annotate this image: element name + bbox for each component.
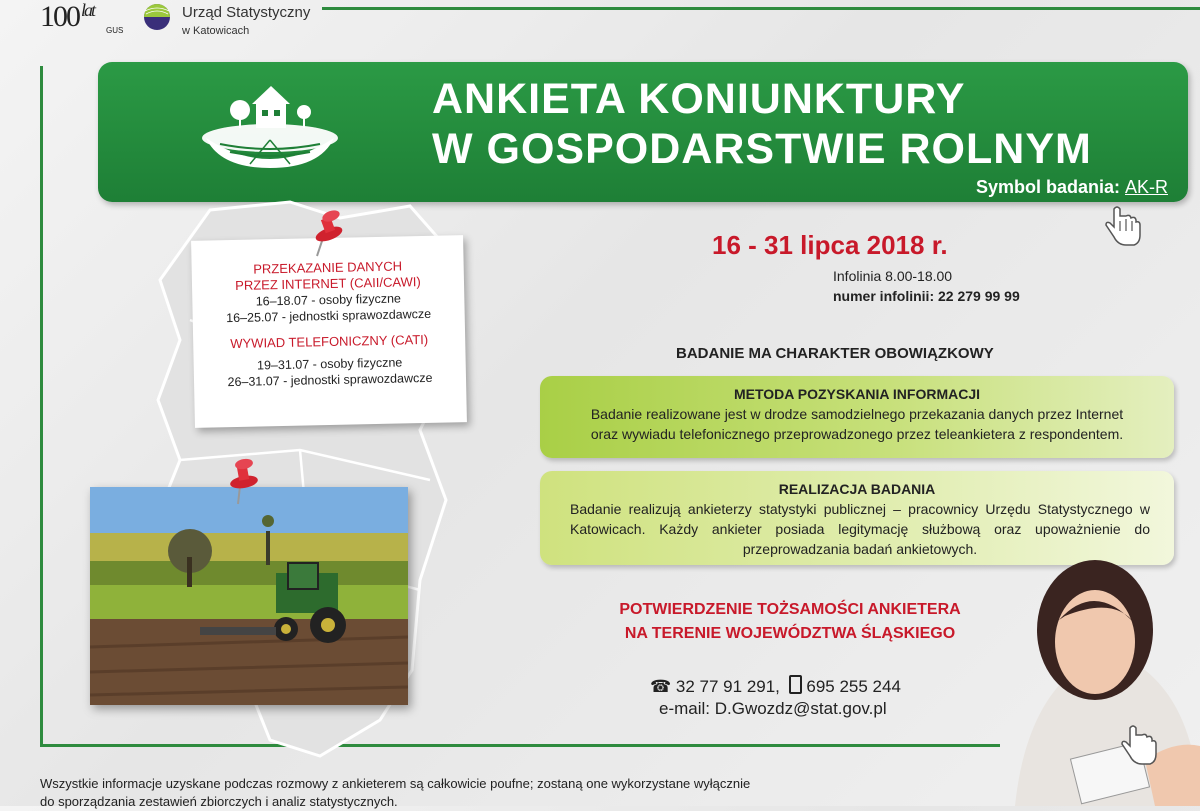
tractor-field-photo	[90, 487, 408, 705]
symbol-code-link[interactable]: AK-R	[1124, 177, 1168, 197]
office-city-line: w Katowicach	[182, 25, 250, 37]
anniversary-number: 100	[40, 0, 79, 33]
title-line-1: ANKIETA KONIUNKTURY	[432, 75, 966, 123]
frame-top-line	[322, 7, 1200, 10]
method-text-line-1: Badanie realizowane jest w drodze samodzielnego przekazania danych przez Internet	[590, 406, 1124, 422]
interviewer-photo	[995, 560, 1200, 806]
internet-heading-2: PRZEZ INTERNET (CAII/CAWI)	[235, 274, 421, 293]
anniversary-logo	[40, 0, 124, 35]
pushpin-icon	[222, 456, 262, 506]
office-logo-icon	[142, 0, 172, 44]
hotline-info	[833, 266, 1020, 306]
phone-landline[interactable]: 32 77 91 291,	[675, 677, 780, 696]
footer-line-2: do sporządzania zestawień zbiorczych i analiz statystycznych.	[40, 794, 398, 809]
hotline-number: numer infolinii: 22 279 99 99	[833, 288, 1020, 304]
hand-cursor-icon	[1116, 724, 1160, 768]
phone-line-units: 26–31.07 - jednostki sprawozdawcze	[227, 370, 433, 390]
symbol-label: Symbol badania:	[975, 177, 1120, 197]
method-box	[540, 376, 1174, 458]
footer-line-1: Wszystkie informacje uzyskane podczas rozmowy z ankieterem są całkowicie poufne; zostaną one wykorzystane wyłącznie	[40, 776, 751, 791]
title-line-2: W GOSPODARSTWIE ROLNYM	[432, 125, 1092, 173]
office-name-line: Urząd Statystyczny	[182, 4, 311, 21]
page-title	[432, 74, 1092, 174]
internet-line-persons: 16–18.07 - osoby fizyczne	[255, 291, 402, 309]
confirmation-line-2: NA TERENIE WOJEWÓDZTWA ŚLĄSKIEGO	[624, 625, 956, 642]
execution-title: REALIZACJA BADANIA	[778, 481, 936, 497]
internet-line-units: 16–25.07 - jednostki sprawozdawcze	[226, 306, 432, 326]
hand-cursor-icon	[1100, 205, 1144, 249]
farmhouse-icon	[200, 80, 340, 170]
survey-symbol	[976, 177, 1168, 198]
hotline-hours: Infolinia 8.00-18.00	[833, 268, 953, 284]
telephone-icon: ☎	[650, 677, 672, 696]
anniversary-suffix: lat	[81, 0, 95, 20]
phone-line-persons: 19–31.07 - osoby fizyczne	[256, 355, 403, 373]
frame-left-line	[40, 66, 43, 746]
mobile-phone-icon	[789, 675, 802, 694]
email-contact[interactable]: e-mail: D.Gwozdz@stat.gov.pl	[659, 699, 887, 718]
office-name	[182, 4, 310, 40]
internet-heading-1: PRZEKAZANIE DANYCH	[253, 258, 403, 277]
schedule-note-card	[191, 235, 467, 428]
gus-label: GUS	[106, 26, 124, 35]
phone-mobile[interactable]: 695 255 244	[806, 677, 901, 696]
pushpin-icon	[305, 208, 345, 258]
survey-dates: 16 - 31 lipca 2018 r.	[712, 230, 948, 260]
execution-text: Badanie realizują ankieterzy statystyki publicznej – pracownicy Urzędu Statystycznego w Katowicach. Każdy ankieter posiada legitymację służbową oraz upoważnienie do przeprowadzania badań ankietowych.	[570, 501, 1150, 557]
phone-heading: WYWIAD TELEFONICZNY (CATI)	[230, 331, 429, 352]
mandatory-notice: BADANIE MA CHARAKTER OBOWIĄZKOWY	[676, 345, 994, 362]
phone-contact	[650, 675, 901, 697]
method-title: METODA POZYSKANIA INFORMACJI	[733, 386, 981, 402]
confirmation-line-1: POTWIERDZENIE TOŻSAMOŚCI ANKIETERA	[619, 601, 961, 618]
identity-confirmation	[590, 598, 990, 646]
execution-box	[540, 471, 1174, 565]
method-text-line-2: oraz wywiadu telefonicznego przeprowadzonego przez teleankietera z respondentem.	[590, 426, 1124, 442]
